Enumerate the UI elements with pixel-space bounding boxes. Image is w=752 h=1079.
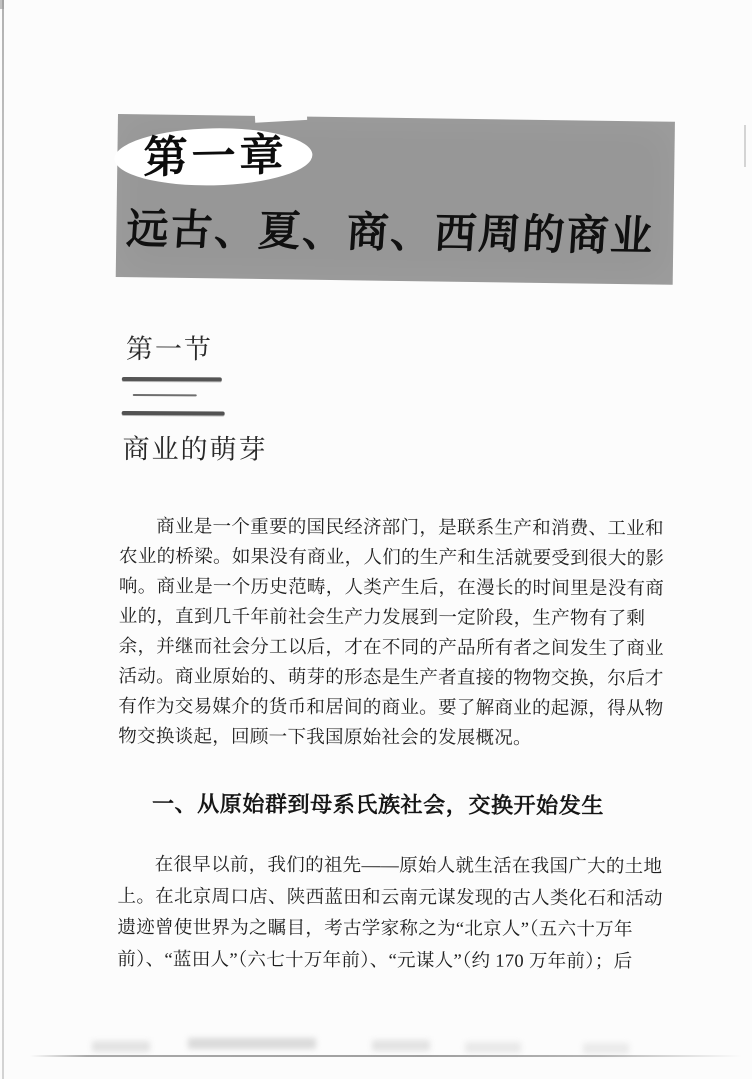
text-line: 遗迹曾使世界为之瞩目，考古学家称之为“北京人”（五六十万年 [117, 917, 633, 941]
subsection-heading: 一、从原始群到母系氏族社会，交换开始发生 [151, 791, 605, 819]
text-line: 余，并继而社会分工以后，才在不同的产品所有者之间发生了商业 [118, 636, 664, 660]
decorative-rule-top [122, 377, 222, 381]
scan-bleedthrough-smudge [188, 1038, 316, 1049]
scan-bleedthrough-smudge [92, 1041, 150, 1052]
text-line: 业的，直到几千年前社会生产力发展到一定阶段，生产物有了剩 [118, 606, 646, 630]
text-line: 物交换谈起，回顾一下我国原始社会的发展概况。 [118, 726, 532, 749]
text-line: 有作为交易媒介的货币和居间的商业。要了解商业的起源，得从物 [118, 696, 664, 720]
text-line: 在很早以前，我们的祖先——原始人就生活在我国广大的土地 [154, 855, 663, 878]
chapter-label: 第一章 [143, 130, 288, 183]
text-line: 商业是一个重要的国民经济部门，是联系生产和消费、工业和 [156, 517, 664, 540]
text-line: 响。商业是一个历史范畴，人类产生后，在漫长的时间里是没有商 [118, 576, 665, 600]
text-line: 上。在北京周口店、陕西蓝田和云南元谋发现的古人类化石和活动 [117, 886, 663, 909]
scan-bleedthrough-smudge [372, 1040, 430, 1051]
text-line: 农业的桥梁。如果没有商业，人们的生产和生活就要受到很大的影 [119, 546, 665, 570]
text-line: 前）、“蓝田人”（六七十万年前）、“元谋人”（约 170 万年前）；后 [117, 949, 633, 972]
chapter-title: 远古、夏、商、西周的商业 [124, 207, 656, 261]
section-label: 第一节 [125, 334, 214, 365]
paragraph-2 [117, 850, 698, 979]
decorative-rule-middle [133, 394, 197, 396]
section-title: 商业的萌芽 [122, 434, 268, 465]
scan-bleedthrough-smudge [465, 1042, 521, 1053]
text-line: 活动。商业原始的、萌芽的形态是生产者直接的物物交换，尔后才 [118, 666, 664, 690]
scan-fold-line-artifact [30, 1055, 742, 1057]
paragraph-1 [118, 512, 699, 755]
decorative-rule-bottom [122, 411, 225, 415]
scan-bleedthrough-smudge [583, 1043, 629, 1054]
